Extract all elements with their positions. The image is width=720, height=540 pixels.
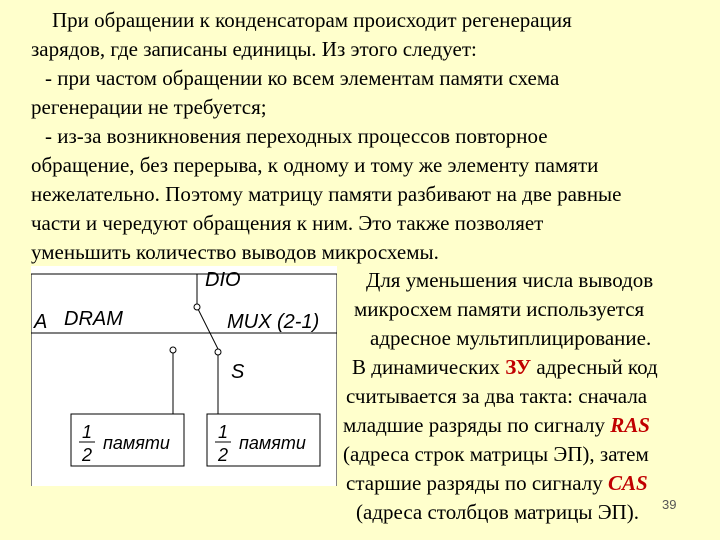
- text-line-8: части и чередуют обращения к ним. Это также позволяет: [31, 211, 544, 235]
- right-line-4: [352, 353, 658, 382]
- left-contact: [170, 347, 176, 353]
- ras-highlight: RAS: [610, 413, 650, 437]
- text-line-6: обращение, без перерыва, к одному и тому же элементу памяти: [31, 153, 599, 177]
- memory-word-right: памяти: [239, 433, 306, 453]
- half-denominator-left: 2: [82, 445, 93, 465]
- right-line-9: (адреса столбцов матрицы ЭП).: [356, 500, 639, 524]
- half-denominator-right: 2: [218, 445, 229, 465]
- text-line-2: зарядов, где записаны единицы. Из этого следует:: [31, 37, 477, 61]
- text-line-3: - при частом обращении ко всем элементам памяти схема: [45, 66, 560, 90]
- switch-pivot: [194, 304, 200, 310]
- dram-label: DRAM: [64, 308, 123, 330]
- a-label: A: [34, 311, 48, 333]
- right-line-5: считывается за два такта: сначала: [346, 384, 648, 408]
- right-line-8-pre: старшие разряды по сигналу: [346, 471, 609, 495]
- half-numerator-left: 1: [82, 422, 93, 442]
- right-contact: [215, 349, 221, 355]
- right-line-7: (адреса строк матрицы ЭП), затем: [343, 442, 649, 466]
- mux-label: MUX (2-1): [227, 311, 320, 333]
- slide-number: 39: [662, 497, 677, 512]
- right-line-2: микросхем памяти используется: [354, 297, 645, 321]
- text-line-4: регенерации не требуется;: [31, 95, 267, 119]
- zu-highlight: ЗУ: [505, 355, 532, 379]
- text-line-5: - из-за возникновения переходных процессов повторное: [45, 124, 548, 148]
- cas-highlight: CAS: [608, 471, 648, 495]
- text-line-1: При обращении к конденсаторам происходит регенерация: [52, 8, 572, 32]
- right-line-6: [343, 411, 650, 440]
- dram-mux-diagram: [31, 266, 337, 486]
- text-line-9: уменьшить количество выводов микросхемы.: [31, 240, 439, 264]
- memory-word-left: памяти: [103, 433, 170, 453]
- right-line-1: Для уменьшения числа выводов: [366, 268, 654, 292]
- text-line-7: нежелательно. Поэтому матрицу памяти разбивают на две равные: [31, 182, 622, 206]
- half-numerator-right: 1: [218, 422, 229, 442]
- right-line-4-pre: В динамических: [352, 355, 506, 379]
- right-line-6-pre: младшие разряды по сигналу: [343, 413, 611, 437]
- dio-label: DIO: [205, 269, 241, 291]
- s-label: S: [231, 361, 245, 383]
- right-line-3: адресное мультиплицирование.: [370, 326, 652, 350]
- right-line-4-post: адресный код: [531, 355, 658, 379]
- right-line-8: [346, 469, 648, 498]
